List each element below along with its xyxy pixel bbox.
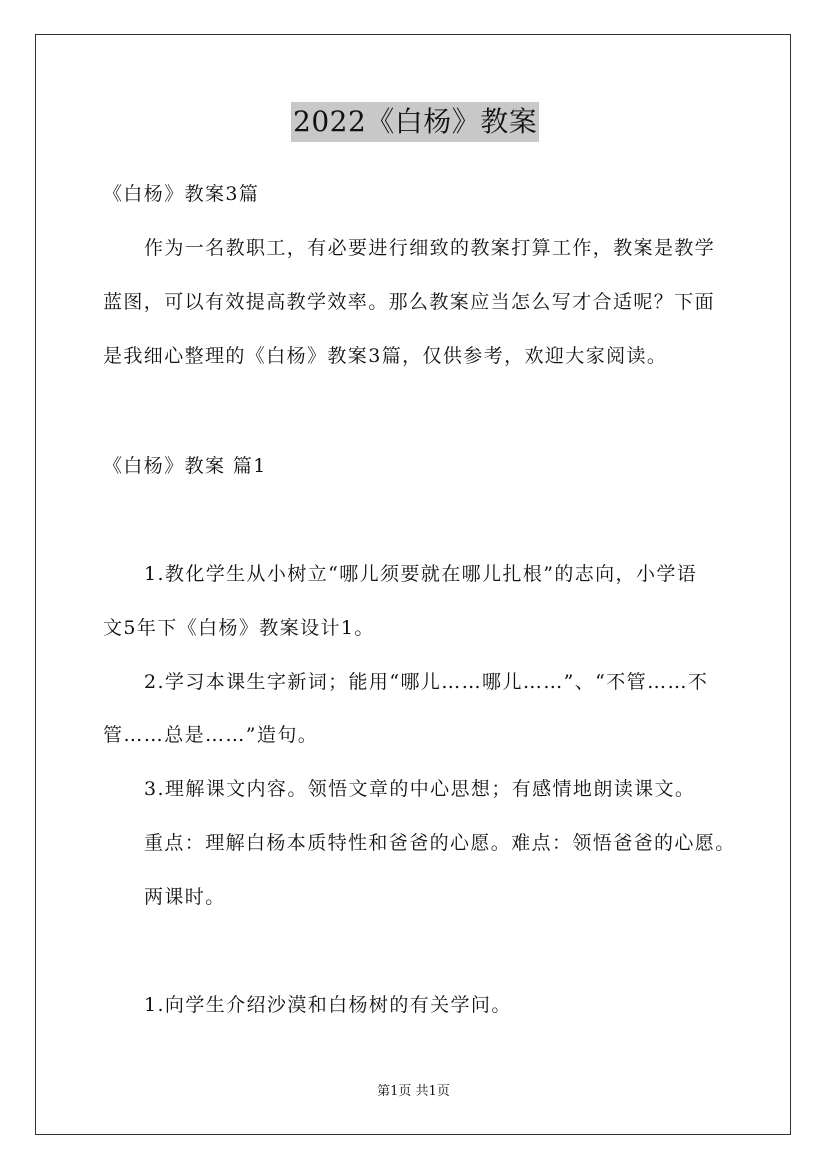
body-line-4: 管……总是……”造句。 (103, 724, 319, 746)
body-line-5: 3.理解课文内容。领悟文章的中心思想；有感情地朗读课文。 (144, 778, 696, 800)
body-line-2: 文5年下《白杨》教案设计1。 (103, 617, 375, 639)
body-line-1: 1.教化学生从小树立“哪儿须要就在哪儿扎根”的志向，小学语 (144, 563, 698, 585)
body-line-8: 1.向学生介绍沙漠和白杨树的有关学问。 (144, 994, 512, 1016)
intro-line-3: 是我细心整理的《白杨》教案3篇，仅供参考，欢迎大家阅读。 (103, 345, 668, 367)
document-subtitle: 《白杨》教案3篇 (103, 183, 260, 205)
section-heading: 《白杨》教案 篇1 (103, 455, 267, 477)
page-footer: 第1页 共1页 (377, 1084, 450, 1099)
body-line-3: 2.学习本课生字新词；能用“哪儿……哪儿……”、“不管……不 (144, 671, 709, 693)
body-line-7: 两课时。 (144, 886, 226, 908)
intro-line-1: 作为一名教职工，有必要进行细致的教案打算工作，教案是教学 (144, 237, 716, 259)
body-line-6: 重点：理解白杨本质特性和爸爸的心愿。难点：领悟爸爸的心愿。 (144, 832, 736, 854)
document-title: 2022《白杨》教案 (291, 102, 539, 142)
intro-line-2: 蓝图，可以有效提高教学效率。那么教案应当怎么写才合适呢？下面 (103, 291, 716, 313)
